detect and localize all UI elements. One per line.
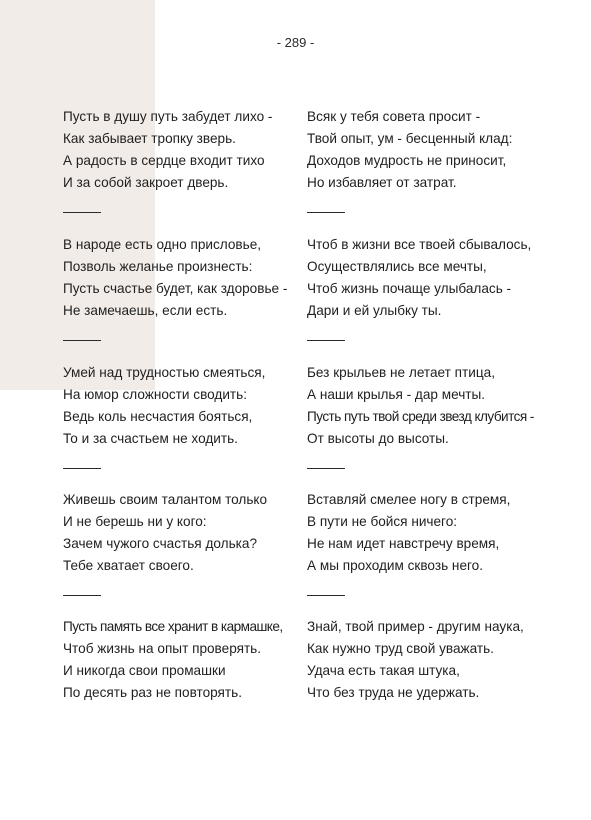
verse-line: Тебе хватает своего.	[63, 558, 194, 573]
verse-line: Что без труда не удержать.	[307, 685, 480, 700]
stanza	[307, 106, 567, 194]
verse-line: И не берешь ни у кого:	[63, 514, 207, 529]
verse-line: По десять раз не повторять.	[63, 685, 242, 700]
verse-line: Всяк у тебя совета просит -	[307, 109, 481, 124]
verse-line: И за собой закроет дверь.	[63, 175, 229, 190]
stanza-divider	[307, 212, 345, 213]
verse-line: Твой опыт, ум - бесценный клад:	[307, 131, 513, 146]
stanza-divider	[63, 595, 101, 596]
verse-line: А радость в сердце входит тихо	[63, 153, 265, 168]
verse-line: От высоты до высоты.	[307, 431, 449, 446]
verse-line: Живешь своим талантом только	[63, 492, 268, 507]
verse-line: Ведь коль несчастия бояться,	[63, 409, 253, 424]
verse-line: А мы проходим сквозь него.	[307, 558, 483, 573]
stanza-divider	[63, 340, 101, 341]
verse-line: Чтоб в жизни все твоей сбывалось,	[307, 237, 532, 252]
verse-line: Знай, твой пример - другим наука,	[307, 619, 524, 634]
verse-line: Осуществлялись все мечты,	[307, 259, 487, 274]
stanza	[307, 362, 567, 450]
verse-line: Доходов мудрость не приносит,	[307, 153, 507, 168]
verse-line: В пути не бойся ничего:	[307, 514, 458, 529]
stanza	[63, 362, 323, 450]
verse-line: Как нужно труд свой уважать.	[307, 641, 494, 656]
verse-line: Дари и ей улыбку ты.	[307, 303, 442, 318]
verse-line: И никогда свои промашки	[63, 663, 226, 678]
verse-line: Зачем чужого счастья долька?	[63, 536, 258, 551]
stanza	[307, 234, 567, 322]
decorative-side-block	[0, 0, 155, 390]
stanza	[307, 616, 567, 704]
verse-line: Пусть счастье будет, как здоровье -	[63, 281, 288, 296]
verse-line: Вставляй смелее ногу в стремя,	[307, 492, 511, 507]
verse-line: Умей над трудностью смеяться,	[63, 365, 266, 380]
verse-line: Как забывает тропку зверь.	[63, 131, 236, 146]
verse-line: Чтоб жизнь на опыт проверять.	[63, 641, 262, 656]
verse-line: Но избавляет от затрат.	[307, 175, 457, 190]
verse-line: В народе есть одно присловье,	[63, 237, 262, 252]
verse-line: Пусть в душу путь забудет лихо -	[63, 109, 273, 124]
page-number: - 289 -	[276, 35, 315, 50]
stanza	[63, 106, 323, 194]
stanza	[63, 234, 323, 322]
verse-line: Удача есть такая штука,	[307, 663, 460, 678]
verse-line: На юмор сложности сводить:	[63, 387, 248, 402]
verse-line: Без крыльев не летает птица,	[307, 365, 495, 380]
verse-line: Позволь желанье произнесть:	[63, 259, 253, 274]
stanza-divider	[63, 468, 101, 469]
verse-line: А наши крылья - дар мечты.	[307, 387, 486, 402]
stanza-divider	[307, 340, 345, 341]
verse-line: Не замечаешь, если есть.	[63, 303, 228, 318]
verse-line: Не нам идет навстречу время,	[307, 536, 500, 551]
stanza	[307, 489, 567, 577]
stanza-divider	[63, 212, 101, 213]
verse-line: Пусть память все хранит в кармашке,	[63, 619, 283, 634]
stanza	[63, 616, 323, 704]
stanza-divider	[307, 595, 345, 596]
stanza	[63, 489, 323, 577]
verse-line: То и за счастьем не ходить.	[63, 431, 238, 446]
stanza-divider	[307, 468, 345, 469]
verse-line: Чтоб жизнь почаще улыбалась -	[307, 281, 512, 296]
verse-line: Пусть путь твой среди звезд клубится -	[307, 409, 534, 424]
